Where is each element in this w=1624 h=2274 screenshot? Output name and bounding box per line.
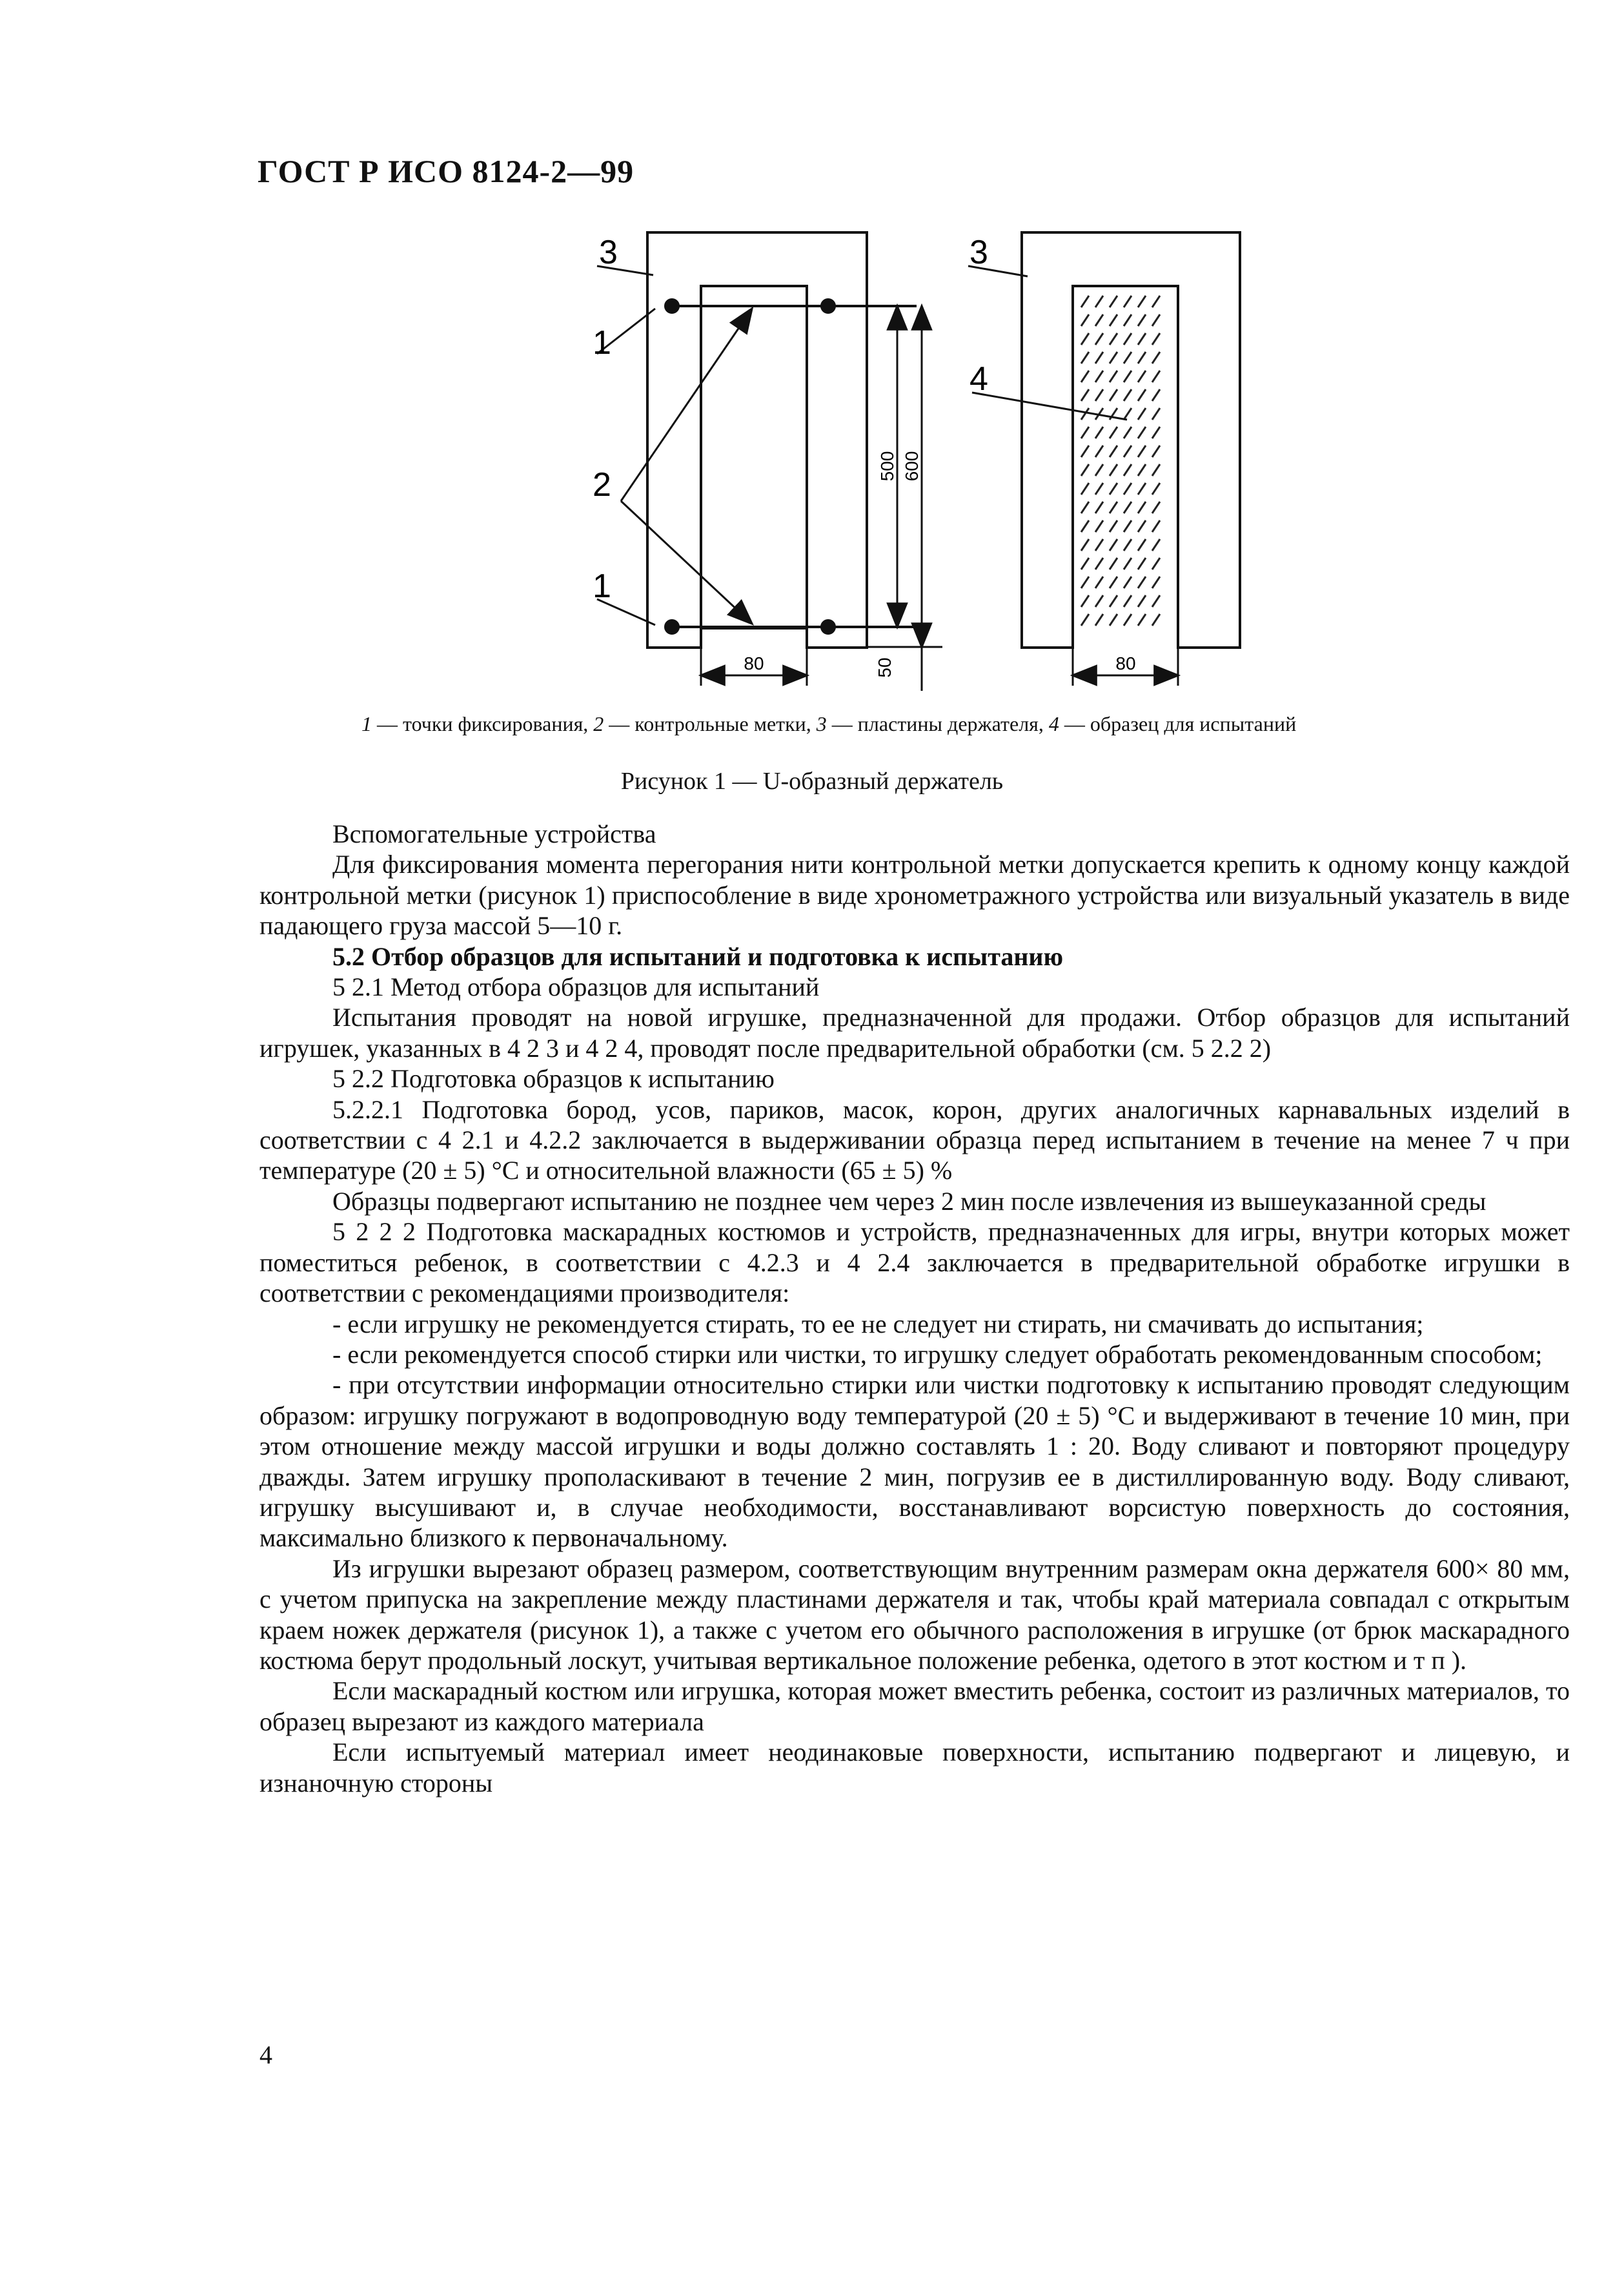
paragraph-test-timing: Образцы подвергают испытанию не позднее чем через 2 мин после извлечения из вышеуказанной среды	[332, 1186, 1487, 1216]
list-item-recommended-wash: - если рекомендуется способ стирки или чистки, то игрушку следует обработать рекомендованным способом;	[332, 1339, 1543, 1369]
hatch-stroke	[1152, 558, 1160, 569]
hatch-stroke	[1095, 464, 1103, 476]
hatch-stroke	[1152, 577, 1160, 588]
callout-1-bottom: 1	[593, 568, 611, 605]
hatch-stroke	[1095, 520, 1103, 532]
hatch-stroke	[1152, 483, 1160, 495]
hatch-stroke	[1152, 389, 1160, 401]
paragraph-5-2-2-1: 5.2.2.1 Подготовка бород, усов, париков, масок, корон, других аналогичных карнавальных изделий в соответствии с 4 2.1 и 4.2.2 заключается в выдерживании образца перед испытанием в течение на менее 7 ч при температуре (20 ± 5) °С и относительной влажности (65 ± 5) %	[259, 1094, 1570, 1185]
hatch-stroke	[1110, 502, 1117, 513]
hatch-stroke	[1110, 446, 1117, 457]
hatch-stroke	[1081, 408, 1089, 420]
hatch-stroke	[1110, 389, 1117, 401]
hatch-stroke	[1138, 464, 1146, 476]
hatch-stroke	[1110, 483, 1117, 495]
hatch-stroke	[1124, 595, 1132, 607]
hatch-stroke	[1110, 333, 1117, 345]
subsection-5-2-2: 5 2.2 Подготовка образцов к испытанию	[332, 1064, 775, 1094]
hatch-stroke	[1124, 371, 1132, 382]
subsection-5-2-1: 5 2.1 Метод отбора образцов для испытаний	[332, 972, 820, 1002]
hatch-stroke	[1152, 427, 1160, 438]
left-callout-leaders	[597, 266, 752, 625]
hatch-stroke	[1081, 558, 1089, 569]
hatch-stroke	[1152, 333, 1160, 345]
hatch-stroke	[1081, 333, 1089, 345]
hatch-stroke	[1124, 539, 1132, 551]
section-heading-5-2: 5.2 Отбор образцов для испытаний и подготовка к испытанию	[332, 941, 1064, 971]
hatch-stroke	[1124, 333, 1132, 345]
hatch-stroke	[1152, 595, 1160, 607]
hatch-stroke	[1138, 558, 1146, 569]
paragraph-aux-devices: Для фиксирования момента перегорания нити контрольной метки допускается крепить к одному концу каждой контрольной метки (рисунок 1) приспособление в виде хронометражного устройства или визуальный указатель в виде падающего груза массой 5—10 г.	[259, 850, 1570, 941]
hatch-stroke	[1124, 614, 1132, 626]
hatch-stroke	[1124, 389, 1132, 401]
hatch-stroke	[1152, 464, 1160, 476]
figure-legend	[361, 712, 1485, 736]
hatch-stroke	[1095, 539, 1103, 551]
hatch-stroke	[1081, 520, 1089, 532]
hatch-stroke	[1124, 558, 1132, 569]
hatch-stroke	[1095, 296, 1103, 307]
hatch-stroke	[1138, 296, 1146, 307]
hatch-stroke	[1124, 520, 1132, 532]
page-number: 4	[259, 2040, 272, 2069]
hatch-stroke	[1138, 371, 1146, 382]
hatch-stroke	[1110, 296, 1117, 307]
hatch-stroke	[1095, 446, 1103, 457]
left-holder	[647, 232, 867, 648]
left-sample-strip	[701, 286, 807, 628]
hatch-stroke	[1095, 483, 1103, 495]
legend-text-3: — пластины держателя,	[826, 712, 1049, 735]
hatch-stroke	[1124, 296, 1132, 307]
right-holder-plate-outline	[1022, 232, 1240, 648]
hatch-stroke	[1124, 314, 1132, 326]
hatch-stroke	[1152, 314, 1160, 326]
legend-text-1: — точки фиксирования,	[372, 712, 594, 735]
hatch-stroke	[1081, 614, 1089, 626]
hatch-stroke	[1110, 539, 1117, 551]
hatch-stroke	[1095, 595, 1103, 607]
hatch-stroke	[1081, 483, 1089, 495]
hatch-stroke	[1081, 539, 1089, 551]
right-callout-leaders	[968, 266, 1127, 420]
hatch-stroke	[1095, 614, 1103, 626]
hatch-stroke	[1152, 371, 1160, 382]
hatch-stroke	[1138, 446, 1146, 457]
dim-50: 50	[875, 657, 895, 678]
hatch-stroke	[1138, 595, 1146, 607]
paragraph-sampling: Испытания проводят на новой игрушке, предназначенной для продажи. Отбор образцов для испытаний игрушек, указанных в 4 2 3 и 4 2 4, проводят после предварительной обработки (см. 5 2.2 2)	[259, 1003, 1570, 1063]
callout-3-right: 3	[969, 234, 988, 271]
hatch-stroke	[1095, 427, 1103, 438]
hatch-stroke	[1138, 408, 1146, 420]
list-item-no-info: - при отсутствии информации относительно стирки или чистки подготовку к испытанию проводят следующим образом: игрушку погружают в водопроводную воду температурой (20 ± 5) °С и выдерживают в течение 10 мин, при этом отношение между массой игрушки и воды должно составлять 1 : 20. Воду сливают и повторяют процедуру дважды. Затем игрушку прополаскивают в течение 2 мин, погрузив ее в дистиллированную воду. Воду сливают, игрушку высушивают и, в случае необходимости, восстанавливают ворсистую поверхность до состояния, максимально близкого к первоначальному.	[259, 1370, 1570, 1553]
hatch-stroke	[1095, 558, 1103, 569]
hatch-stroke	[1124, 464, 1132, 476]
hatch-stroke	[1110, 352, 1117, 364]
paragraph-5-2-2-2: 5 2 2 2 Подготовка маскарадных костюмов и устройств, предназначенных для игры, внутри которых может поместиться ребенок, в соответствии с 4.2.3 и 4 2.4 заключается в предварительной обработке игрушки в соответствии с рекомендациями производителя:	[259, 1217, 1570, 1308]
hatch-stroke	[1124, 502, 1132, 513]
paragraph-surfaces: Если испытуемый материал имеет неодинаковые поверхности, испытанию подвергают и лицевую, и изнаночную стороны	[259, 1737, 1570, 1798]
hatch-stroke	[1081, 577, 1089, 588]
hatch-stroke	[1138, 577, 1146, 588]
fix-point-top-left	[665, 300, 678, 312]
hatch-stroke	[1095, 333, 1103, 345]
callout-3-left: 3	[599, 234, 618, 271]
hatch-marks	[1081, 296, 1160, 626]
hatch-stroke	[1110, 577, 1117, 588]
hatch-stroke	[1138, 520, 1146, 532]
legend-text-2: — контрольные метки,	[604, 712, 817, 735]
hatch-stroke	[1152, 614, 1160, 626]
hatch-stroke	[1110, 314, 1117, 326]
paragraph-aux-devices-heading: Вспомогательные устройства	[332, 819, 656, 848]
hatch-stroke	[1081, 296, 1089, 307]
hatch-stroke	[1110, 464, 1117, 476]
hatch-stroke	[1110, 427, 1117, 438]
fix-point-bottom-right	[822, 620, 835, 633]
hatch-stroke	[1138, 314, 1146, 326]
hatch-stroke	[1081, 595, 1089, 607]
fix-point-top-right	[822, 300, 835, 312]
dim-600: 600	[902, 451, 922, 482]
figure-title: Рисунок 1 — U-образный держатель	[620, 768, 1004, 795]
paragraph-multiple-materials: Если маскарадный костюм или игрушка, которая может вместить ребенка, состоит из различных материалов, то образец вырезают из каждого материала	[259, 1676, 1570, 1736]
hatch-stroke	[1081, 314, 1089, 326]
legend-num-4: 4	[1048, 712, 1059, 735]
hatch-stroke	[1081, 502, 1089, 513]
hatch-stroke	[1152, 296, 1160, 307]
hatch-stroke	[1081, 446, 1089, 457]
left-vertical-dimensions	[867, 306, 942, 691]
hatch-stroke	[1152, 520, 1160, 532]
hatch-stroke	[1152, 408, 1160, 420]
dim-500: 500	[877, 451, 897, 482]
hatch-stroke	[1124, 408, 1132, 420]
hatch-stroke	[1095, 502, 1103, 513]
hatch-stroke	[1138, 389, 1146, 401]
callout-1-top: 1	[593, 324, 611, 362]
hatch-stroke	[1110, 614, 1117, 626]
hatch-stroke	[1110, 520, 1117, 532]
legend-num-2: 2	[593, 712, 604, 735]
hatch-stroke	[1095, 389, 1103, 401]
legend-text-4: — образец для испытаний	[1059, 712, 1297, 735]
paragraph-cut-sample: Из игрушки вырезают образец размером, соответствующим внутренним размерам окна держателя 600× 80 мм, с учетом припуска на закрепление между пластинами держателя и так, чтобы край материала совпадал с открытым краем ножек держателя (рисунок 1), а также с учетом его обычного расположения в игрушке (от брюк маскарадного костюма берут продольный лоскут, учитывая вертикальное положение ребенка, одетого в этот костюм и т п ).	[259, 1553, 1570, 1675]
dim-80-right: 80	[1115, 653, 1136, 673]
body-text	[259, 819, 1570, 1798]
right-sample-hatching	[1073, 286, 1178, 648]
hatch-stroke	[1110, 371, 1117, 382]
dim-80-left: 80	[744, 653, 764, 673]
hatch-stroke	[1138, 427, 1146, 438]
left-holder-plate-outline	[647, 232, 867, 648]
legend-num-1: 1	[361, 712, 372, 735]
hatch-stroke	[1124, 352, 1132, 364]
hatch-stroke	[1138, 502, 1146, 513]
hatch-stroke	[1095, 371, 1103, 382]
document-header: ГОСТ Р ИСО 8124-2—99	[258, 153, 634, 189]
hatch-stroke	[1152, 352, 1160, 364]
callout-4: 4	[969, 360, 988, 398]
hatch-stroke	[1152, 502, 1160, 513]
hatch-stroke	[1095, 352, 1103, 364]
hatch-stroke	[1081, 464, 1089, 476]
list-item-no-wash: - если игрушку не рекомендуется стирать, то ее не следует ни стирать, ни смачивать до испытания;	[332, 1309, 1424, 1338]
hatch-stroke	[1124, 577, 1132, 588]
right-holder	[1022, 232, 1240, 648]
hatch-stroke	[1138, 539, 1146, 551]
hatch-stroke	[1152, 539, 1160, 551]
callout-2: 2	[593, 466, 611, 504]
hatch-stroke	[1081, 352, 1089, 364]
hatch-stroke	[1138, 352, 1146, 364]
hatch-stroke	[1095, 577, 1103, 588]
hatch-stroke	[1124, 427, 1132, 438]
hatch-stroke	[1152, 446, 1160, 457]
hatch-stroke	[1110, 595, 1117, 607]
hatch-stroke	[1138, 614, 1146, 626]
hatch-stroke	[1124, 483, 1132, 495]
legend-num-3: 3	[816, 712, 827, 735]
hatch-stroke	[1138, 333, 1146, 345]
hatch-stroke	[1081, 427, 1089, 438]
hatch-stroke	[1081, 389, 1089, 401]
hatch-stroke	[1110, 558, 1117, 569]
fix-point-bottom-left	[665, 620, 678, 633]
hatch-stroke	[1138, 483, 1146, 495]
hatch-stroke	[1124, 446, 1132, 457]
hatch-stroke	[1081, 371, 1089, 382]
u-holder-figure	[0, 0, 1624, 710]
hatch-stroke	[1095, 314, 1103, 326]
